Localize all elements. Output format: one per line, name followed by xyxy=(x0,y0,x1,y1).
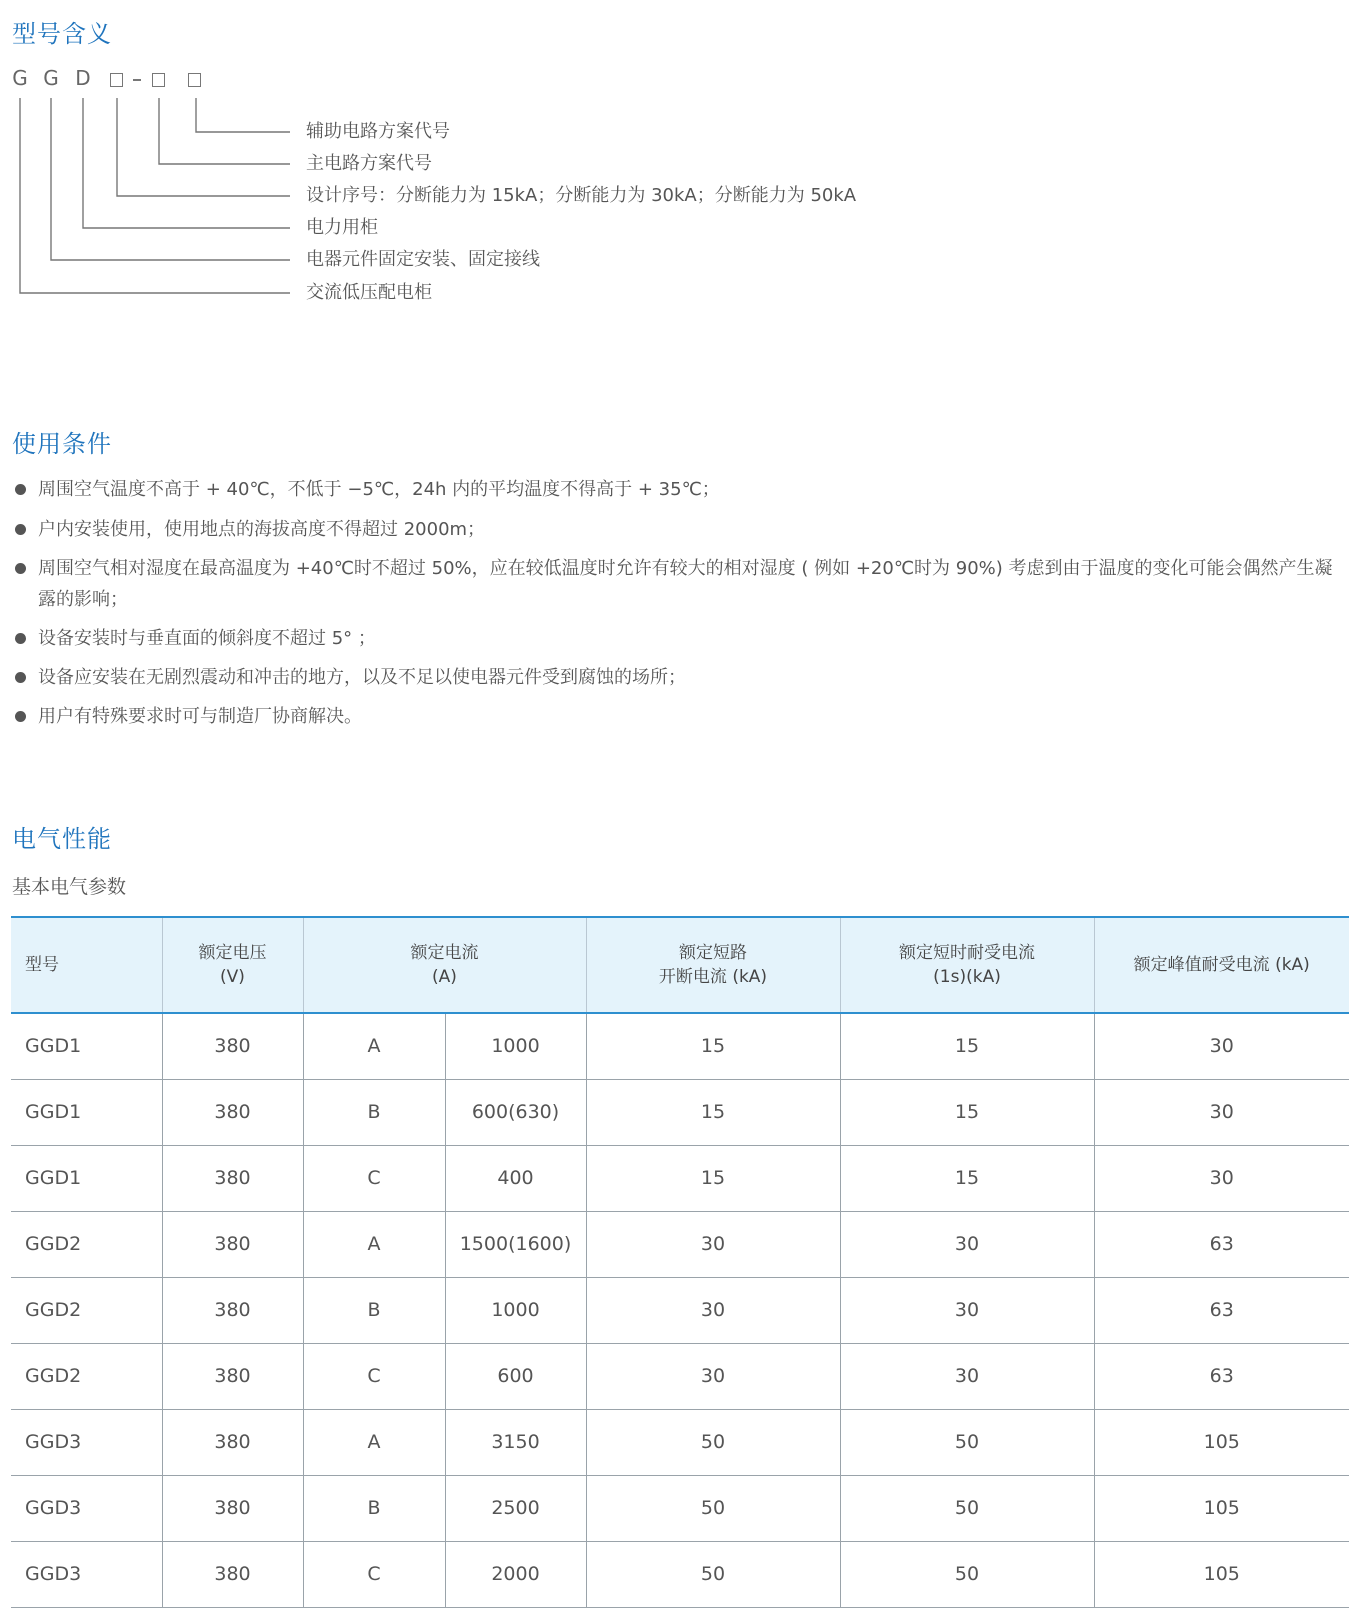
leader-line-design xyxy=(117,98,290,196)
cell-current: 2500 xyxy=(445,1475,586,1541)
code-letter-g2: G xyxy=(43,66,59,90)
electrical-parameters-table xyxy=(11,916,1349,1608)
condition-item: 户内安装使用，使用地点的海拔高度不得超过 2000m； xyxy=(38,514,1338,545)
cell-voltage: 380 xyxy=(162,1079,303,1145)
cell-peak-current: 63 xyxy=(1094,1211,1349,1277)
table-row xyxy=(11,1277,1349,1343)
model-label-design: 设计序号：分断能力为 15kA；分断能力为 30kA；分断能力为 50kA xyxy=(306,185,857,206)
cell-current: 2000 xyxy=(445,1541,586,1607)
cell-breaking-current: 50 xyxy=(586,1541,840,1607)
model-meaning-title: 型号含义 xyxy=(12,20,112,48)
cell-breaking-current: 50 xyxy=(586,1475,840,1541)
cell-peak-current: 105 xyxy=(1094,1475,1349,1541)
header-short-circuit xyxy=(586,917,840,1013)
code-letter-g1: G xyxy=(12,66,28,90)
cell-model: GGD3 xyxy=(11,1409,162,1475)
cell-current: 1500(1600) xyxy=(445,1211,586,1277)
cell-voltage: 380 xyxy=(162,1211,303,1277)
cell-current-grade: C xyxy=(303,1343,445,1409)
cell-voltage: 380 xyxy=(162,1013,303,1079)
table-row xyxy=(11,1475,1349,1541)
header-voltage-unit: (V) xyxy=(220,967,245,987)
cell-peak-current: 63 xyxy=(1094,1277,1349,1343)
cell-current-grade: A xyxy=(303,1409,445,1475)
cell-current-grade: C xyxy=(303,1145,445,1211)
table-header-row xyxy=(11,917,1349,1013)
cell-withstand-current: 15 xyxy=(840,1145,1094,1211)
cell-current: 1000 xyxy=(445,1013,586,1079)
cell-withstand-current: 30 xyxy=(840,1343,1094,1409)
cell-current-grade: B xyxy=(303,1475,445,1541)
condition-item: 设备安装时与垂直面的倾斜度不超过 5° ； xyxy=(38,623,1338,654)
cell-current: 400 xyxy=(445,1145,586,1211)
model-label-main-circuit: 主电路方案代号 xyxy=(306,153,432,174)
electrical-title: 电气性能 xyxy=(12,825,112,853)
leader-line-power xyxy=(83,98,290,228)
cell-current: 3150 xyxy=(445,1409,586,1475)
header-short-circuit-unit: 开断电流 (kA) xyxy=(658,967,768,987)
cell-current: 600 xyxy=(445,1343,586,1409)
header-short-circuit-label: 额定短路 xyxy=(679,943,747,963)
cell-model: GGD3 xyxy=(11,1475,162,1541)
cell-current-grade: B xyxy=(303,1277,445,1343)
condition-item: 周围空气温度不高于 + 40℃，不低于 −5℃，24h 内的平均温度不得高于 + 35℃； xyxy=(38,474,1338,505)
cell-model: GGD2 xyxy=(11,1211,162,1277)
cell-voltage: 380 xyxy=(162,1475,303,1541)
cell-breaking-current: 50 xyxy=(586,1409,840,1475)
header-model: 型号 xyxy=(11,917,162,1013)
cell-voltage: 380 xyxy=(162,1343,303,1409)
leader-line-aux xyxy=(196,98,290,132)
condition-item: 设备应安装在无剧烈震动和冲击的地方，以及不足以使电器元件受到腐蚀的场所； xyxy=(38,662,1338,693)
cell-withstand-current: 50 xyxy=(840,1409,1094,1475)
leader-line-main xyxy=(159,98,290,164)
conditions-title: 使用条件 xyxy=(12,430,112,458)
cell-current-grade: A xyxy=(303,1211,445,1277)
cell-current: 600(630) xyxy=(445,1079,586,1145)
header-peak-withstand: 额定峰值耐受电流 (kA) xyxy=(1094,917,1349,1013)
cell-peak-current: 30 xyxy=(1094,1079,1349,1145)
cell-withstand-current: 50 xyxy=(840,1541,1094,1607)
table-row xyxy=(11,1343,1349,1409)
header-voltage xyxy=(162,917,303,1013)
cell-voltage: 380 xyxy=(162,1409,303,1475)
cell-current-grade: A xyxy=(303,1013,445,1079)
cell-model: GGD2 xyxy=(11,1277,162,1343)
header-current xyxy=(303,917,586,1013)
table-row xyxy=(11,1541,1349,1607)
cell-peak-current: 105 xyxy=(1094,1409,1349,1475)
table-subtitle: 基本电气参数 xyxy=(12,876,127,898)
model-label-ac-cabinet: 交流低压配电柜 xyxy=(306,282,432,303)
cell-peak-current: 30 xyxy=(1094,1013,1349,1079)
cell-current: 1000 xyxy=(445,1277,586,1343)
table-row xyxy=(11,1145,1349,1211)
header-current-unit: (A) xyxy=(432,967,457,987)
cell-breaking-current: 30 xyxy=(586,1211,840,1277)
cell-withstand-current: 30 xyxy=(840,1211,1094,1277)
table-body xyxy=(11,1013,1349,1607)
model-label-fixed-install: 电器元件固定安装、固定接线 xyxy=(306,249,540,270)
cell-withstand-current: 15 xyxy=(840,1013,1094,1079)
cell-voltage: 380 xyxy=(162,1277,303,1343)
condition-item: 用户有特殊要求时可与制造厂协商解决。 xyxy=(38,701,1338,732)
header-withstand-label: 额定短时耐受电流 xyxy=(899,943,1035,963)
leader-line-fixed xyxy=(51,98,290,260)
cell-peak-current: 30 xyxy=(1094,1145,1349,1211)
cell-current-grade: C xyxy=(303,1541,445,1607)
model-label-power-cabinet: 电力用柜 xyxy=(306,217,378,238)
cell-model: GGD1 xyxy=(11,1145,162,1211)
cell-breaking-current: 15 xyxy=(586,1145,840,1211)
model-label-aux-circuit: 辅助电路方案代号 xyxy=(306,121,450,142)
cell-breaking-current: 15 xyxy=(586,1013,840,1079)
table-row xyxy=(11,1409,1349,1475)
cell-withstand-current: 15 xyxy=(840,1079,1094,1145)
cell-voltage: 380 xyxy=(162,1541,303,1607)
cell-model: GGD2 xyxy=(11,1343,162,1409)
cell-withstand-current: 30 xyxy=(840,1277,1094,1343)
cell-breaking-current: 30 xyxy=(586,1277,840,1343)
header-current-label: 额定电流 xyxy=(410,943,479,963)
model-leader-lines xyxy=(0,0,300,300)
table-row xyxy=(11,1013,1349,1079)
table-row xyxy=(11,1211,1349,1277)
cell-withstand-current: 50 xyxy=(840,1475,1094,1541)
cell-breaking-current: 30 xyxy=(586,1343,840,1409)
cell-model: GGD3 xyxy=(11,1541,162,1607)
table-row xyxy=(11,1079,1349,1145)
cell-current-grade: B xyxy=(303,1079,445,1145)
code-letter-d: D xyxy=(75,66,91,90)
cell-peak-current: 63 xyxy=(1094,1343,1349,1409)
cell-voltage: 380 xyxy=(162,1145,303,1211)
cell-peak-current: 105 xyxy=(1094,1541,1349,1607)
cell-model: GGD1 xyxy=(11,1013,162,1079)
header-short-time-withstand xyxy=(840,917,1094,1013)
cell-breaking-current: 15 xyxy=(586,1079,840,1145)
cell-model: GGD1 xyxy=(11,1079,162,1145)
header-voltage-label: 额定电压 xyxy=(198,943,267,963)
header-withstand-unit: (1s)(kA) xyxy=(933,967,1001,987)
condition-item: 周围空气相对湿度在最高温度为 +40℃时不超过 50%，应在较低温度时允许有较大的相对湿度 ( 例如 +20℃时为 90%) 考虑到由于温度的变化可能会偶然产生凝露的影响； xyxy=(38,553,1338,615)
